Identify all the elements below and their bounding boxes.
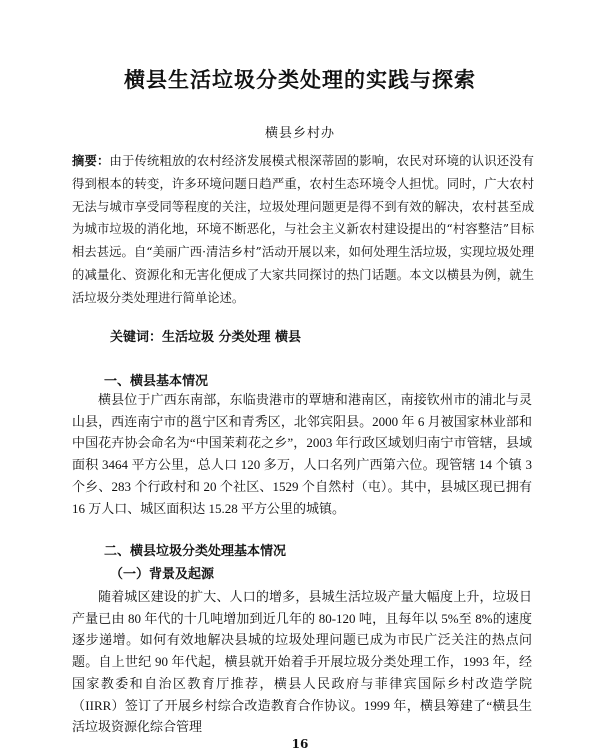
article-author: 横县乡村办 [264, 126, 335, 141]
section-2-body [72, 586, 532, 738]
section-1-heading: 一、横县基本情况 [104, 374, 209, 389]
section-1-body [72, 389, 532, 519]
section-2-subheading: （一）背景及起源 [110, 567, 215, 582]
abstract [72, 150, 534, 310]
section-2-paragraph: 随着城区建设的扩大、人口的增多，县城生活垃圾产量大幅度上升，垃圾日产量已由 80 年代的十几吨增加到近几年的 80-120 吨，且每年以 5%至 8%的速度逐步递增。如何有效地解决县城的垃圾处理问题已成为市民广泛关注的热点问题。自上世纪 90 年代起，横县就开始着手开展垃圾分类处理工作，1993 年，经国家教委和自治区教育厅推荐，横县人民政府与菲律宾国际乡村改造学院（IIRR）签订了开展乡村综合改造教育合作协议。1999 年，横县筹建了“横县生活垃圾资源化综合管理 [72, 589, 532, 735]
article-title: 横县生活垃圾分类处理的实践与探索 [124, 68, 476, 92]
section-2-heading: 二、横县垃圾分类处理基本情况 [104, 544, 287, 559]
abstract-label: 摘要： [72, 154, 110, 168]
page-number: 16 [291, 737, 309, 751]
section-1-paragraph: 横县位于广西东南部，东临贵港市的覃塘和港南区，南接钦州市的浦北与灵山县，西连南宁市的邕宁区和青秀区，北邻宾阳县。2000 年 6 月被国家林业部和中国花卉协会命名为“中国茉莉花之乡”，2003 年行政区域划归南宁市管辖，县域面积 3464 平方公里，总人口 120 多万，人口名列广西第六位。现管辖 14 个镇 3 个乡、283 个行政村和 20 个社区、1529 个自然村（屯）。其中，县城区现已拥有 16 万人口、城区面积达 15.28 平方公里的城镇。 [72, 392, 532, 516]
abstract-text: 由于传统粗放的农村经济发展模式根深蒂固的影响，农民对环境的认识还没有得到根本的转变，许多环境问题日趋严重，农村生态环境令人担忧。同时，广大农村无法与城市享受同等程度的关注，垃圾处理问题更是得不到有效的解决，农村甚至成为城市垃圾的消化地，环境不断恶化，与社会主义新农村建设提出的“村容整洁”目标相去甚远。自“美丽广西·清洁乡村”活动开展以来，如何处理生活垃圾，实现垃圾处理的减量化、资源化和无害化便成了大家共同探讨的热门话题。本文以横县为例，就生活垃圾分类处理进行简单论述。 [72, 154, 534, 305]
keywords: 关键词：生活垃圾 分类处理 横县 [110, 330, 302, 345]
